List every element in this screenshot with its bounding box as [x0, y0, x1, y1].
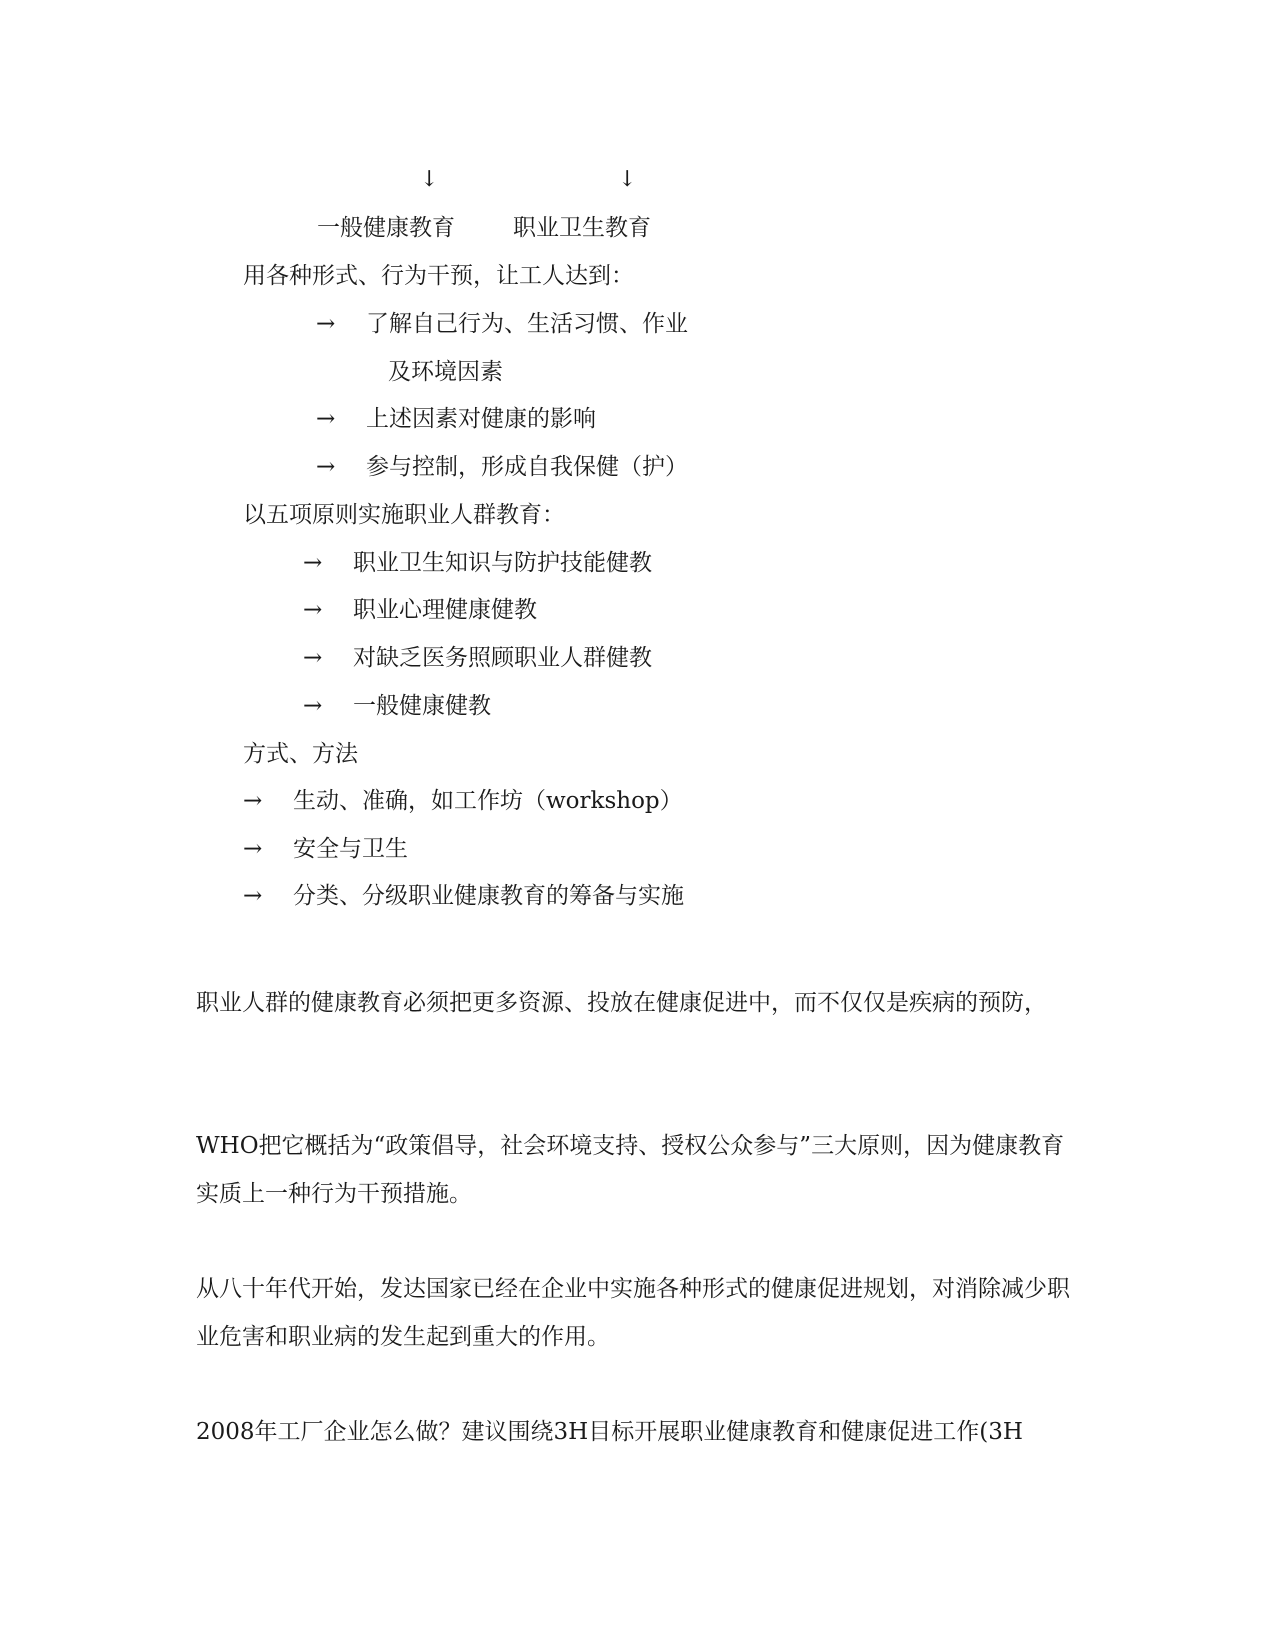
arrow-icon: →: [243, 883, 263, 909]
section2-item-2: → 职业心理健康健教: [303, 597, 537, 623]
paragraph-eighties: 从八十年代开始，发达国家已经在企业中实施各种形式的健康促进规划，对消除减少职业危害和职业病的发生起到重大的作用。: [196, 1276, 1070, 1350]
arrow-icon: →: [316, 454, 336, 480]
section3-item-2: → 安全与卫生: [243, 836, 408, 862]
section2-item-1: → 职业卫生知识与防护技能健教: [303, 550, 652, 576]
section2-title: 以五项原则实施职业人群教育：: [243, 502, 565, 528]
section1-item-3: → 参与控制，形成自我保健（护）: [316, 454, 688, 480]
section1-item-2: → 上述因素对健康的影响: [316, 406, 596, 432]
arrow-icon: →: [243, 788, 263, 814]
branch-general-health-education: 一般健康教育: [317, 215, 455, 241]
section3-item-3: → 分类、分级职业健康教育的筹备与实施: [243, 883, 684, 909]
section3-title: 方式、方法: [243, 741, 358, 767]
arrow-icon: →: [316, 311, 336, 337]
down-arrow-right: ↓: [618, 167, 637, 192]
arrow-icon: →: [303, 645, 323, 671]
paragraph-resources: 职业人群的健康教育必须把更多资源、投放在健康促进中，而不仅仅是疾病的预防，: [196, 990, 1047, 1016]
section3-item-1: → 生动、准确，如工作坊（workshop）: [243, 788, 683, 814]
arrow-icon: →: [316, 406, 336, 432]
paragraph-2008: 2008年工厂企业怎么做？建议围绕3H目标开展职业健康教育和健康促进工作(3H: [196, 1419, 1023, 1445]
down-arrow-left: ↓: [420, 167, 439, 192]
arrow-icon: →: [243, 836, 263, 862]
section1-title: 用各种形式、行为干预，让工人达到：: [243, 263, 634, 289]
section1-item-1: → 了解自己行为、生活习惯、作业: [316, 311, 688, 337]
paragraph-who-principles: WHO把它概括为“政策倡导，社会环境支持、授权公众参与”三大原则，因为健康教育实质上一种行为干预措施。: [196, 1133, 1065, 1207]
arrow-icon: →: [303, 597, 323, 623]
arrow-icon: →: [303, 693, 323, 719]
section1-item-1-continuation: 及环境因素: [388, 359, 503, 385]
section2-item-3: → 对缺乏医务照顾职业人群健教: [303, 645, 652, 671]
branch-occupational-hygiene-education: 职业卫生教育: [513, 215, 651, 241]
section2-item-4: → 一般健康健教: [303, 693, 491, 719]
arrow-icon: →: [303, 550, 323, 576]
